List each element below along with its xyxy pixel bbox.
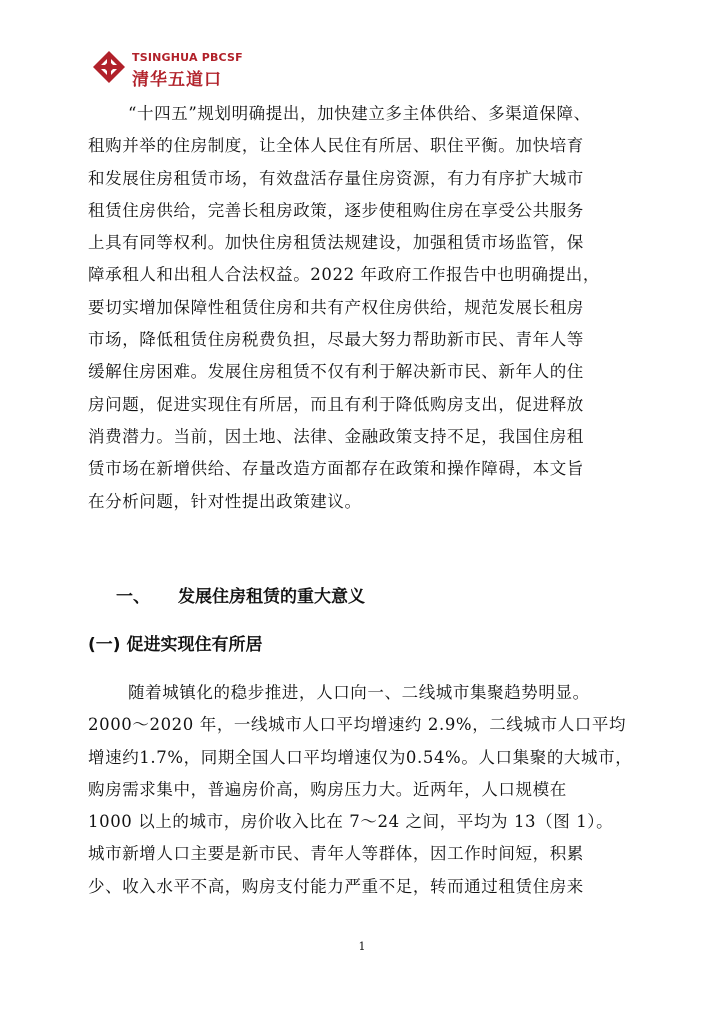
paragraph-urbanization	[88, 677, 648, 903]
text-line: 租赁住房供给，完善长租房政策，逐步使租购住房在享受公共服务	[88, 200, 584, 220]
text-line: 要切实增加保障性租赁住房和共有产权住房供给，规范发展长租房	[88, 297, 584, 317]
text-line: 和发展住房租赁市场，有效盘活存量住房资源，有力有序扩大城市	[88, 168, 584, 188]
text-line: 在分析问题，针对性提出政策建议。	[88, 491, 362, 511]
text-line: 随着城镇化的稳步推进，人口向一、二线城市集聚趋势明显。	[128, 683, 590, 702]
tsinghua-pbcsf-logo-icon	[92, 50, 126, 84]
logo-chinese-text: 清华五道口	[132, 70, 222, 90]
text-line: 2000～2020 年，一线城市人口平均增速约 2.9%，二线城市人口平均	[88, 715, 627, 735]
paragraph-rental-policy	[88, 98, 648, 518]
section-heading	[116, 582, 365, 607]
text-line: 障承租人和出租人合法权益。2022 年政府工作报告中也明确提出，	[88, 265, 600, 285]
section-number: 一、	[116, 587, 150, 607]
text-line: 租购并举的住房制度，让全体人民住有所居、职住平衡。加快培育	[88, 136, 584, 156]
text-line: 城市新增人口主要是新市民、青年人等群体，因工作时间短，积累	[88, 844, 584, 864]
text-line: 上具有同等权利。加快住房租赁法规建设，加强租赁市场监管，保	[88, 233, 584, 253]
text-line: 购房需求集中，普遍房价高，购房压力大。近两年，人口规模在	[88, 779, 567, 799]
text-line: 缓解住房困难。发展住房租赁不仅有利于解决新市民、新年人的住	[88, 362, 584, 382]
text-line: 增速约1.7%，同期全国人口平均增速仅为0.54%。人口集聚的大城市，	[88, 747, 633, 767]
text-line: 消费潜力。当前，因土地、法律、金融政策支持不足，我国住房租	[88, 426, 584, 446]
page-number: 1	[358, 940, 366, 953]
text-line: 少、收入水平不高，购房支付能力严重不足，转而通过租赁住房来	[88, 876, 584, 896]
section-title: 发展住房租赁的重大意义	[178, 587, 365, 607]
header-logo	[92, 48, 242, 90]
logo-english-text: TSINGHUA PBCSF	[132, 51, 243, 64]
text-line: 1000 以上的城市，房价收入比在 7～24 之间，平均为 13（图 1）。	[88, 812, 614, 832]
text-line: “十四五”规划明确提出，加快建立多主体供给、多渠道保障、	[128, 104, 591, 123]
text-line: 房问题，促进实现住有所居，而且有利于降低购房支出，促进释放	[88, 394, 584, 414]
text-line: 赁市场在新增供给、存量改造方面都存在政策和操作障碍，本文旨	[88, 459, 584, 479]
text-line: 市场，降低租赁住房税费负担，尽最大努力帮助新市民、青年人等	[88, 330, 584, 350]
subsection-heading: (一) 促进实现住有所居	[88, 635, 263, 655]
